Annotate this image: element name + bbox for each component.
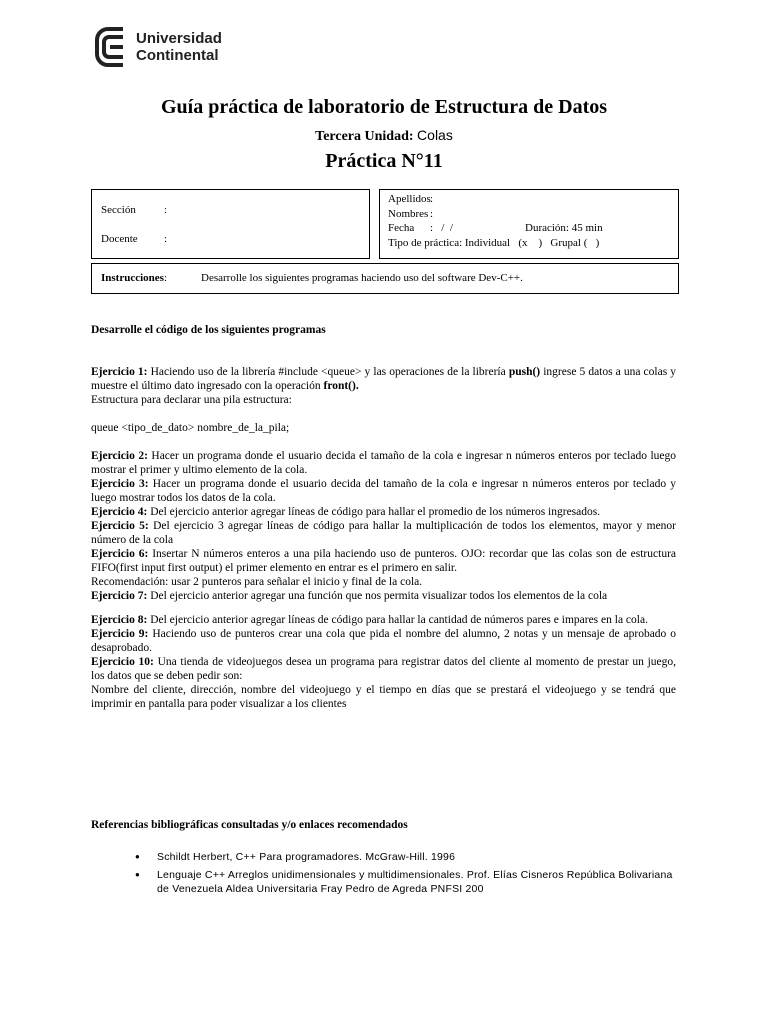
exercise-9	[91, 627, 676, 655]
date-row	[388, 222, 668, 234]
logo-line-1: Universidad	[136, 30, 222, 47]
teacher-row	[101, 233, 168, 245]
surname-colon: :	[430, 193, 434, 205]
exercise-10-details: Nombre del cliente, dirección, nombre del videojuego y el tiempo en días que se prestará el videojuego y se tendrá que imprimir en pantalla para poder visualizar a los clientes	[91, 684, 676, 710]
exercise-6-label: Ejercicio 6:	[91, 548, 149, 560]
exercise-5-label: Ejercicio 5:	[91, 520, 149, 532]
exercise-8-text: Del ejercicio anterior agregar líneas de código para hallar la cantidad de números pares e impares en la cola.	[147, 614, 648, 626]
exercise-9-label: Ejercicio 9:	[91, 628, 149, 640]
reference-item: ● Lenguaje C++ Arreglos unidimensionales y multidimensionales. Prof. Elías Cisneros República Bolivariana de Venezuela Aldea Universitaria Fray Pedro de Agreda PNFSI 200	[157, 868, 676, 896]
exercise-1-text-a: Haciendo uso de la librería #include <queue> y las operaciones de la librería	[147, 366, 509, 378]
instructions-label: Instrucciones	[101, 272, 164, 284]
exercise-4-text: Del ejercicio anterior agregar líneas de código para hallar el promedio de los números ingresados.	[147, 506, 601, 518]
exercise-7	[91, 589, 676, 603]
exercise-8	[91, 613, 676, 627]
exercise-2	[91, 449, 676, 477]
unit-value: Colas	[417, 127, 453, 143]
surname-row	[388, 193, 434, 205]
teacher-label: Docente	[101, 233, 138, 245]
exercise-5	[91, 519, 676, 547]
section-label: Sección	[101, 204, 136, 216]
exercise-6-recommendation: Recomendación: usar 2 punteros para señalar el inicio y final de la cola.	[91, 576, 423, 588]
instructions-colon: :	[163, 272, 168, 284]
date-label: Fecha	[388, 222, 415, 234]
duration-text: Duración: 45 min	[525, 222, 603, 234]
exercise-5-text: Del ejercicio 3 agregar líneas de código para hallar la multiplicación de todos los elementos, mayor y menor número de la cola	[91, 520, 676, 546]
document-title: Guía práctica de laboratorio de Estructura de Datos	[160, 96, 608, 118]
names-row	[388, 208, 434, 220]
university-logo	[94, 26, 222, 68]
reference-item: ● Schildt Herbert, C++ Para programadores. McGraw-Hill. 1996	[157, 850, 676, 864]
exercise-10-label: Ejercicio 10:	[91, 656, 154, 668]
exercise-2-text: Hacer un programa donde el usuario decida el tamaño de la cola e ingresar n números enteros por teclado luego mostrar el primer y ultimo elemento de la cola.	[91, 450, 676, 476]
surname-label: Apellidos	[388, 193, 431, 205]
exercises-section	[91, 323, 676, 711]
exercise-2-label: Ejercicio 2:	[91, 450, 148, 462]
instructions-text: Desarrolle los siguientes programas haciendo uso del software Dev-C++.	[201, 272, 523, 284]
exercise-1-label: Ejercicio 1:	[91, 366, 148, 378]
exercise-4-label: Ejercicio 4:	[91, 506, 148, 518]
instructions-box	[91, 263, 679, 294]
logo-line-2: Continental	[136, 47, 219, 64]
references-list	[91, 850, 676, 896]
exercise-6-text: Insertar N números enteros a una pila haciendo uso de punteros. OJO: recordar que las colas son de estructura FIFO(first input first output) el primer elemento en entrar es el primero en salir.	[91, 548, 676, 574]
section-heading: Desarrolle el código de los siguientes programas	[91, 324, 326, 336]
unit-label: Tercera Unidad:	[315, 129, 414, 144]
exercise-1-front: front().	[323, 380, 359, 392]
names-label: Nombres	[388, 208, 429, 220]
date-value: : / /	[430, 222, 453, 234]
section-colon: :	[164, 204, 168, 216]
logo-text	[136, 30, 222, 64]
exercise-4	[91, 505, 676, 519]
exercise-1-text-b: ingrese 5 datos a una colas y muestre el último dato ingresado con la operación	[91, 366, 676, 392]
section-teacher-box	[91, 189, 370, 259]
exercise-10-text: Una tienda de videojuegos desea un programa para registrar datos del cliente al momento de prestar un juego, los datos que se deben pedir son:	[91, 656, 676, 682]
unit-subtitle	[0, 127, 768, 145]
exercise-7-text: Del ejercicio anterior agregar una función que nos permita visualizar todos los elementos de la cola	[147, 590, 608, 602]
references-section	[91, 818, 676, 900]
exercise-10	[91, 655, 676, 683]
section-row	[101, 204, 168, 216]
exercise-1-structure: Estructura para declarar una pila estructura:	[91, 394, 292, 406]
teacher-colon: :	[164, 233, 168, 245]
exercise-1-code: queue <tipo_de_dato> nombre_de_la_pila;	[91, 422, 290, 434]
exercise-3-text: Hacer un programa donde el usuario decida del tamaño de la cola e ingresar n números enteros por teclado y luego mostrar todos los datos de la cola.	[91, 478, 676, 504]
exercise-7-label: Ejercicio 7:	[91, 590, 148, 602]
practice-type-row: Tipo de práctica: Individual (x ) Grupal ( )	[388, 237, 600, 249]
references-heading: Referencias bibliográficas consultadas y/o enlaces recomendados	[91, 819, 408, 831]
instructions-row	[101, 272, 523, 284]
exercise-3-label: Ejercicio 3:	[91, 478, 149, 490]
practice-title: Práctica N°11	[325, 150, 443, 172]
exercise-8-label: Ejercicio 8:	[91, 614, 148, 626]
names-colon: :	[430, 208, 434, 220]
exercise-1-push: push()	[508, 366, 541, 378]
continental-logo-icon	[94, 26, 124, 68]
student-info-box	[379, 189, 679, 259]
exercise-3	[91, 477, 676, 505]
exercise-6	[91, 547, 676, 575]
exercise-9-text: Haciendo uso de punteros crear una cola que pida el nombre del alumno, 2 notas y un mensaje de aprobado o desaprobado.	[91, 628, 676, 654]
exercise-1	[91, 365, 676, 393]
